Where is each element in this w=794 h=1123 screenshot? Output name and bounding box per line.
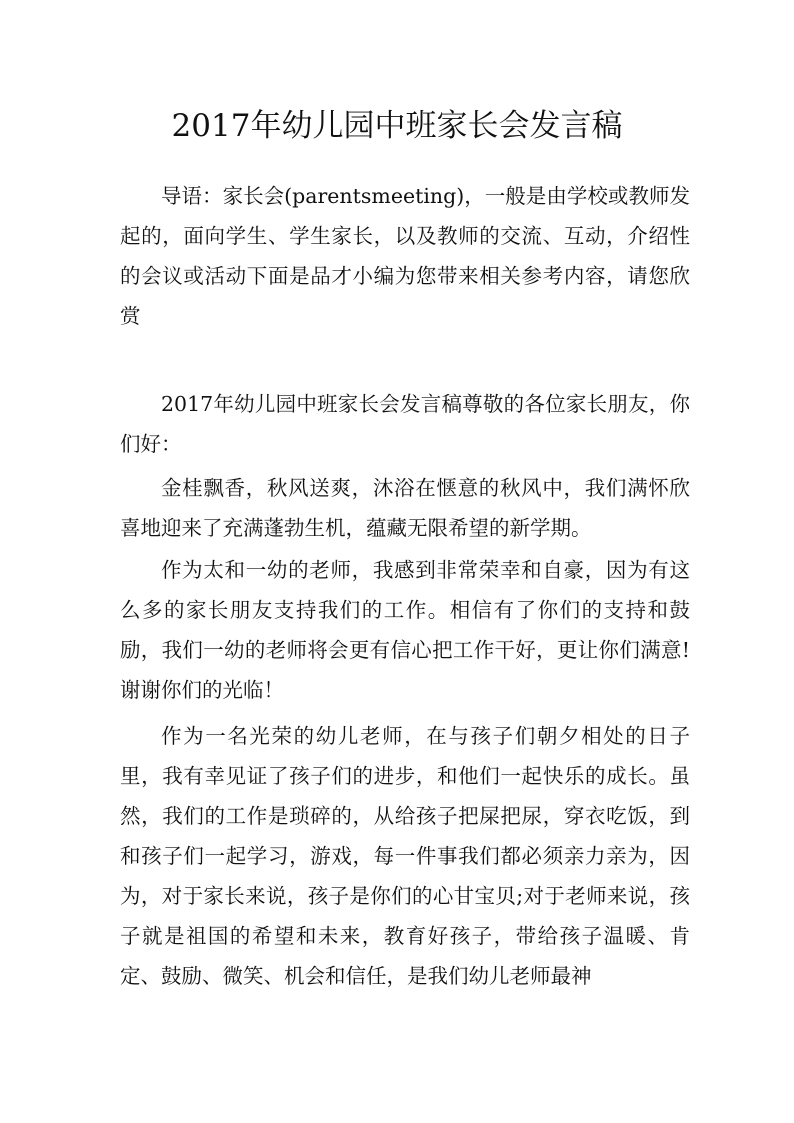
intro-paragraph: 导语：家长会(parentsmeeting)，一般是由学校或教师发起的，面向学生、学生家长，以及教师的交流、互动，介绍性的会议或活动下面是品才小编为您带来相关参考内容，请您欣赏: [120, 184, 690, 328]
gratitude-paragraph: 作为太和一幼的老师，我感到非常荣幸和自豪，因为有这么多的家长朋友支持我们的工作。相信有了你们的支持和鼓励，我们一幼的老师将会更有信心把工作干好，更让你们满意!谢谢你们的光临！: [120, 558, 690, 702]
teacher-paragraph: 作为一名光荣的幼儿老师，在与孩子们朝夕相处的日子里，我有幸见证了孩子们的进步，和他们一起快乐的成长。虽然，我们的工作是琐碎的，从给孩子把屎把尿，穿衣吃饭，到和孩子们一起学习，游戏，每一件事我们都必须亲力亲为，因为，对于家长来说，孩子是你们的心甘宝贝;对于老师来说，孩子就是祖国的希望和未来，教育好孩子，带给孩子温暖、肯定、鼓励、微笑、机会和信任，是我们幼儿老师最神: [120, 724, 690, 988]
document-title: 2017年幼儿园中班家长会发言稿: [171, 108, 623, 144]
greeting-paragraph: 2017年幼儿园中班家长会发言稿尊敬的各位家长朋友，你们好：: [120, 392, 690, 456]
autumn-paragraph: 金桂飘香，秋风送爽，沐浴在惬意的秋风中，我们满怀欣喜地迎来了充满蓬勃生机，蕴藏无限希望的新学期。: [120, 476, 690, 540]
